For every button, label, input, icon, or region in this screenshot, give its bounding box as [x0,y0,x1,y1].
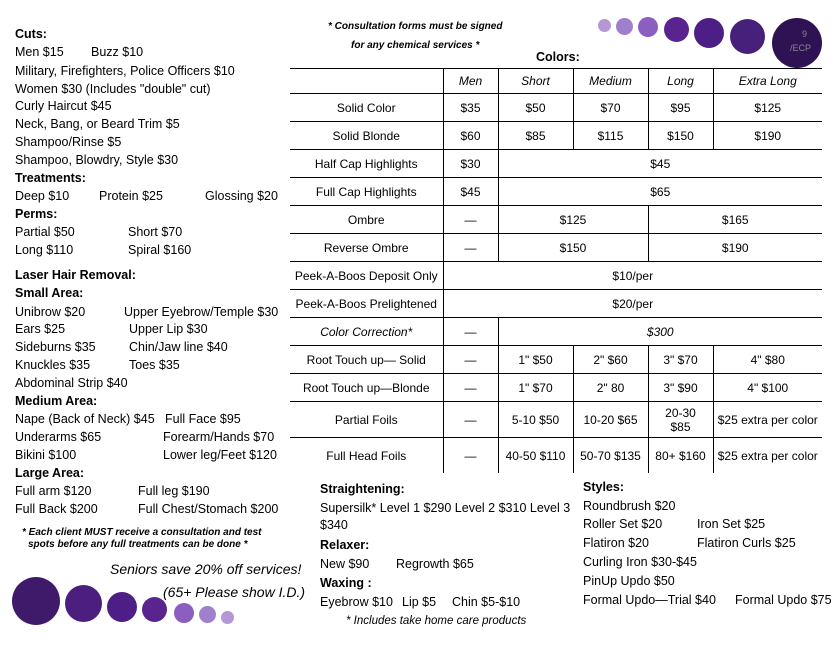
long-perm: Long $110 [15,243,74,257]
cell: $25 extra per color [713,402,822,438]
lower-leg: Lower leg/Feet $120 [163,448,277,462]
consult-note-line1: * Consultation forms must be signed [328,21,503,32]
cell: 4" $100 [713,374,822,402]
dot [142,597,167,622]
style-formal-trial: Formal Updo—Trial $40 [583,593,716,607]
header-short: Short [498,69,573,94]
cell: $20/per [443,290,822,318]
underarms: Underarms $65 [15,430,102,444]
row-label: Full Cap Highlights [290,178,443,206]
large-area-title: Large Area: [15,466,85,480]
style-flatiron: Flatiron $20 [583,536,650,550]
wax-chin: Chin $5-$10 [452,595,521,609]
row-label: Ombre [290,206,443,234]
table-row [290,234,822,262]
supersilk-line1: Supersilk* Level 1 $290 Level 2 $310 Level 3 [320,501,571,515]
table-header-row [290,69,822,94]
header-long: Long [648,69,713,94]
shampoo-style: Shampoo, Blowdry, Style $30 [15,153,179,167]
cell: — [443,374,498,402]
cell: $165 [648,206,822,234]
knuckles: Knuckles $35 [15,358,91,372]
shampoo-rinse: Shampoo/Rinse $5 [15,135,122,149]
men-cut: Men $15 [15,45,64,59]
cell: — [443,402,498,438]
nape: Nape (Back of Neck) $45 [15,412,155,426]
consult-note-line2: for any chemical services * [351,40,480,51]
row-label: Solid Blonde [290,122,443,150]
forearm: Forearm/Hands $70 [163,430,275,444]
cell: — [443,206,498,234]
curly-cut: Curly Haircut $45 [15,99,112,113]
wax-lip: Lip $5 [402,595,437,609]
cell: $45 [443,178,498,206]
laser-title: Laser Hair Removal: [15,268,136,282]
toes: Toes $35 [129,358,180,372]
treatments-title: Treatments: [15,171,86,185]
cell: $190 [713,122,822,150]
row-label: Peek-A-Boos Deposit Only [290,262,443,290]
partial-perm: Partial $50 [15,225,75,239]
cell: $25 extra per color [713,438,822,474]
relaxer-title: Relaxer: [320,538,370,552]
dot [199,606,216,623]
relaxer-new: New $90 [320,557,370,571]
table-row [290,178,822,206]
cell: 5-10 $50 [498,402,573,438]
row-label: Root Touch up—Blonde [290,374,443,402]
dot [12,577,60,625]
table-row [290,438,822,474]
style-formal: Formal Updo $75 [735,593,832,607]
header-men: Men [443,69,498,94]
dot [221,611,234,624]
row-label: Color Correction* [290,318,443,346]
short-perm: Short $70 [128,225,183,239]
table-row [290,374,822,402]
row-label: Half Cap Highlights [290,150,443,178]
perms-title: Perms: [15,207,58,221]
row-label: Root Touch up— Solid [290,346,443,374]
client-note-line2: spots before any full treatments can be done * [28,539,248,550]
full-face: Full Face $95 [165,412,241,426]
table-row [290,150,822,178]
cell: $150 [648,122,713,150]
relaxer-regrowth: Regrowth $65 [396,557,474,571]
cell: $60 [443,122,498,150]
cell: $65 [498,178,822,206]
cell: — [443,234,498,262]
cell: $70 [573,94,648,122]
cell: $125 [713,94,822,122]
style-flatiron-curls: Flatiron Curls $25 [697,536,796,550]
cell: $35 [443,94,498,122]
row-label: Reverse Ombre [290,234,443,262]
buzz-cut: Buzz $10 [91,45,144,59]
dot [598,19,611,32]
cell: $10/per [443,262,822,290]
women-cut: Women $30 (Includes "double" cut) [15,82,211,96]
table-row [290,402,822,438]
table-row [290,122,822,150]
abdominal: Abdominal Strip $40 [15,376,128,390]
straightening-title: Straightening: [320,482,405,496]
cell: $30 [443,150,498,178]
supersilk-line2: $340 [320,518,348,532]
row-label: Solid Color [290,94,443,122]
upper-lip: Upper Lip $30 [129,322,208,336]
style-iron: Iron Set $25 [697,517,766,531]
cell: $300 [498,318,822,346]
style-roundbrush: Roundbrush $20 [583,499,676,513]
colors-title: Colors: [536,50,580,64]
style-roller: Roller Set $20 [583,517,663,531]
cell: $125 [498,206,648,234]
style-curling: Curling Iron $30-$45 [583,555,697,569]
full-back: Full Back $200 [15,502,98,516]
full-chest: Full Chest/Stomach $200 [138,502,279,516]
glossing-treatment: Glossing $20 [205,189,278,203]
style-pinup: PinUp Updo $50 [583,574,675,588]
cell: $190 [648,234,822,262]
home-care-note: * Includes take home care products [346,615,527,627]
unibrow: Unibrow $20 [15,305,86,319]
table-row [290,346,822,374]
dot [616,18,633,35]
styles-title: Styles: [583,480,624,494]
cell: $85 [498,122,573,150]
bikini: Bikini $100 [15,448,77,462]
cell: 20-30 $85 [648,402,713,438]
wax-eyebrow: Eyebrow $10 [320,595,393,609]
dot [730,19,765,54]
dot [638,17,658,37]
cell: $45 [498,150,822,178]
cell: 4" $80 [713,346,822,374]
waxing-title: Waxing : [320,576,372,590]
dot [174,603,194,623]
cell: 40-50 $110 [498,438,573,474]
full-leg: Full leg $190 [138,484,210,498]
cell: $50 [498,94,573,122]
row-label: Partial Foils [290,402,443,438]
cell: $150 [498,234,648,262]
sideburns: Sideburns $35 [15,340,96,354]
cell: 2" 80 [573,374,648,402]
cell: 1" $70 [498,374,573,402]
row-label: Peek-A-Boos Prelightened [290,290,443,318]
small-area-title: Small Area: [15,286,84,300]
corner-text-top: 9 [802,29,808,39]
cell: $95 [648,94,713,122]
corner-text-bottom: /ECP [790,43,812,53]
medium-area-title: Medium Area: [15,394,98,408]
client-note-line1: * Each client MUST receive a consultation and test [22,527,262,538]
table-row [290,94,822,122]
color-price-table [290,68,822,473]
cell: — [443,318,498,346]
table-row [290,262,822,290]
cell: 10-20 $65 [573,402,648,438]
cuts-title: Cuts: [15,27,47,41]
cell: $115 [573,122,648,150]
full-arm: Full arm $120 [15,484,92,498]
seniors-line1: Seniors save 20% off services! [110,561,302,577]
cell: — [443,346,498,374]
header-extra-long: Extra Long [713,69,822,94]
header-blank [290,69,443,94]
deep-treatment: Deep $10 [15,189,70,203]
dot [664,17,689,42]
chin-jaw: Chin/Jaw line $40 [129,340,228,354]
protein-treatment: Protein $25 [99,189,163,203]
dot [694,18,724,48]
cell: 50-70 $135 [573,438,648,474]
cell: 2" $60 [573,346,648,374]
upper-eyebrow: Upper Eyebrow/Temple $30 [124,305,279,319]
spiral-perm: Spiral $160 [128,243,192,257]
cell: 3" $90 [648,374,713,402]
military-cut: Military, Firefighters, Police Officers $10 [15,64,235,78]
ears: Ears $25 [15,322,66,336]
neck-trim: Neck, Bang, or Beard Trim $5 [15,117,180,131]
cell: — [443,438,498,474]
header-medium: Medium [573,69,648,94]
seniors-line2: (65+ Please show I.D.) [163,584,306,600]
dot [65,585,102,622]
cell: 1" $50 [498,346,573,374]
cell: 3" $70 [648,346,713,374]
dot [107,592,137,622]
cell: 80+ $160 [648,438,713,474]
row-label: Full Head Foils [290,438,443,474]
table-row [290,206,822,234]
table-row [290,290,822,318]
table-row [290,318,822,346]
